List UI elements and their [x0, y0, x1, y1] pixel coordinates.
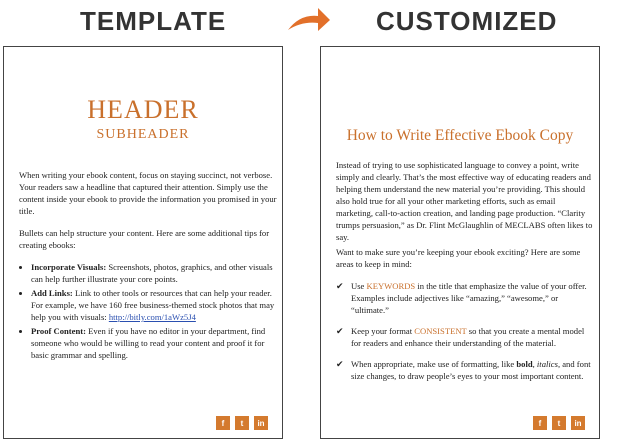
template-header: HEADER	[87, 95, 199, 124]
customized-body	[336, 159, 594, 391]
stock-photos-link[interactable]: http://bitly.com/1aWz5J4	[108, 312, 196, 322]
template-paragraph-2: Bullets can help structure your content. Here are some additional tips for creating ebooks:	[19, 228, 270, 250]
customized-title: How to Write Effective Ebook Copy	[346, 127, 574, 144]
customized-label: CUSTOMIZED	[376, 6, 558, 36]
check-icon: ✔	[336, 281, 344, 291]
twitter-icon[interactable]: t	[235, 416, 249, 430]
arrow-icon	[286, 4, 332, 36]
linkedin-icon[interactable]: in	[254, 416, 268, 430]
customized-paragraph-1: Instead of trying to use sophisticated language to convey a point, write simply and clearly. That’s the most effective way of educating readers and helping them understand the new material you’re providing. This should also hold true for all your other marketing efforts, such as email marketing, call-to-action creation, and landing page production. “Clarity trumps persuasion,” as Dr. Flint McGlaughlin of MECLABS often likes to say.	[336, 160, 593, 242]
check-icon: ✔	[336, 326, 344, 336]
list-item: ✔ Use KEYWORDS in the title that emphasize the value of your offer. Examples include adjectives like “amazing,” “awesome,” or “ultimate.”	[336, 281, 587, 315]
facebook-icon[interactable]: f	[533, 416, 547, 430]
customized-paragraph-2: Want to make sure you’re keeping your ebook exciting? Here are some areas to keep in mind:	[336, 247, 581, 269]
list-item: • Incorporate Visuals: Screenshots, photos, graphics, and other visuals can help further illustrate your core points.	[31, 261, 277, 285]
template-label: TEMPLATE	[80, 6, 227, 36]
twitter-icon[interactable]: t	[552, 416, 566, 430]
list-item: ✔ When appropriate, make use of formatting, like bold, italics, and font size changes, to draw people’s eyes to your most important content.	[336, 359, 591, 381]
check-icon: ✔	[336, 359, 344, 369]
template-subheader: SUBHEADER	[96, 127, 190, 142]
template-bullet-list	[19, 261, 277, 361]
social-icons	[533, 416, 585, 430]
list-item: • Add Links: Link to other tools or resources that can help your reader. For example, we have 160 free business-themed stock photos that may help you with visuals: http://bitly.com/1aWz5J4	[31, 287, 277, 323]
social-icons	[216, 416, 268, 430]
template-paragraph-1: When writing your ebook content, focus on staying succinct, not verbose. Your readers saw a headline that captured their attention. Simply use the content inside your ebook to provide the information you promised in your title.	[19, 170, 277, 216]
template-body	[19, 169, 277, 363]
customized-page	[320, 46, 600, 439]
list-item: ✔ Keep your format CONSISTENT so that you create a mental model for readers and enhance their understanding of the material.	[336, 326, 585, 348]
facebook-icon[interactable]: f	[216, 416, 230, 430]
linkedin-icon[interactable]: in	[571, 416, 585, 430]
list-item: • Proof Content: Even if you have no editor in your department, find someone who would be willing to read your content and proof it for basic grammar and spelling.	[31, 325, 277, 361]
customized-checklist	[336, 280, 594, 382]
template-page	[3, 46, 283, 439]
